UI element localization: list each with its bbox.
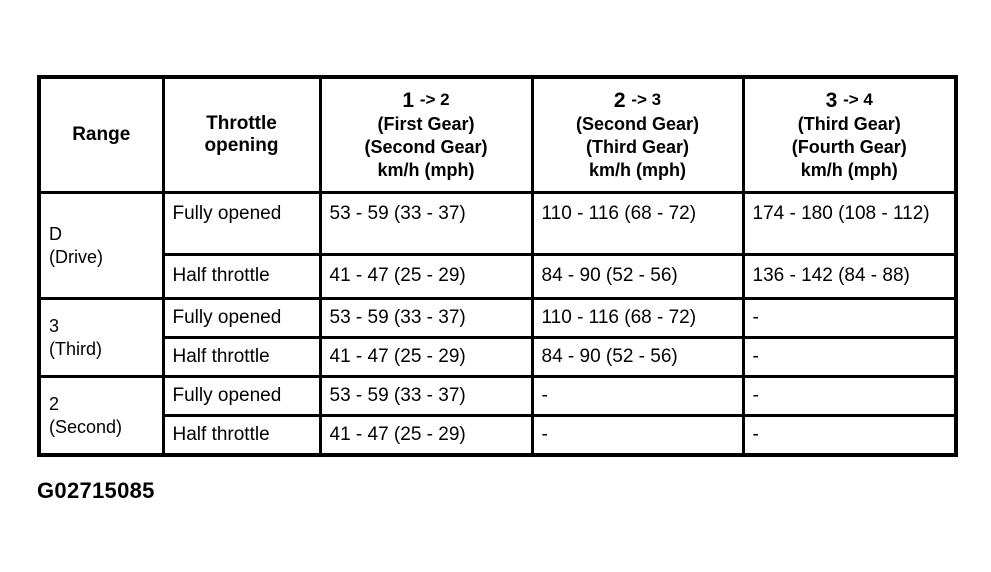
table-row [39, 193, 956, 255]
shift-2-3-cell: 110 - 116 (68 - 72) [532, 299, 743, 338]
shift-3-4-cell: 136 - 142 (84 - 88) [743, 255, 956, 299]
throttle-cell: Half throttle [163, 416, 320, 456]
table-row [39, 377, 956, 416]
header-gear-to: (Third Gear) [585, 137, 689, 157]
range-code: D [49, 223, 62, 244]
shift-3-4-cell: - [743, 338, 956, 377]
range-name: (Second) [49, 416, 123, 437]
header-gear-to: (Second Gear) [364, 137, 488, 157]
shift-from: 2 [613, 89, 626, 112]
range-cell-drive [39, 193, 163, 299]
shift-3-4-cell: 174 - 180 (108 - 112) [743, 193, 956, 255]
header-range: Range [39, 77, 163, 193]
shift-2-3-cell: - [532, 416, 743, 456]
throttle-cell: Fully opened [163, 377, 320, 416]
header-shift-2-3 [532, 77, 743, 193]
header-throttle-line1: Throttle [206, 113, 277, 134]
header-shift-label [745, 88, 955, 113]
shift-arrow: -> 3 [631, 90, 662, 109]
header-shift-label [534, 88, 742, 113]
shift-from: 1 [402, 89, 415, 112]
table-row [39, 299, 956, 338]
table-row [39, 338, 956, 377]
shift-3-4-cell: - [743, 299, 956, 338]
header-shift-label [322, 88, 531, 113]
header-gear-to: (Fourth Gear) [791, 137, 907, 157]
range-code: 2 [49, 393, 60, 414]
throttle-cell: Fully opened [163, 299, 320, 338]
header-throttle-opening [163, 77, 320, 193]
table-row [39, 255, 956, 299]
range-cell-third [39, 299, 163, 377]
shift-from: 3 [825, 89, 838, 112]
shift-1-2-cell: 41 - 47 (25 - 29) [320, 416, 532, 456]
shift-1-2-cell: 41 - 47 (25 - 29) [320, 338, 532, 377]
shift-speed-table [37, 75, 958, 457]
header-unit: km/h (mph) [377, 160, 475, 180]
shift-3-4-cell: - [743, 416, 956, 456]
shift-2-3-cell: 110 - 116 (68 - 72) [532, 193, 743, 255]
shift-1-2-cell: 53 - 59 (33 - 37) [320, 377, 532, 416]
header-unit: km/h (mph) [589, 160, 686, 180]
shift-3-4-cell: - [743, 377, 956, 416]
shift-arrow: -> 2 [419, 90, 450, 109]
throttle-cell: Fully opened [163, 193, 320, 255]
shift-1-2-cell: 53 - 59 (33 - 37) [320, 299, 532, 338]
header-shift-1-2 [320, 77, 532, 193]
shift-1-2-cell: 53 - 59 (33 - 37) [320, 193, 532, 255]
range-cell-second [39, 377, 163, 456]
header-gear-from: (First Gear) [377, 114, 475, 134]
header-gear-from: (Second Gear) [575, 114, 700, 134]
table-row [39, 416, 956, 456]
shift-arrow: -> 4 [843, 90, 873, 109]
range-code: 3 [49, 315, 60, 336]
header-throttle-line2: opening [204, 135, 279, 156]
shift-2-3-cell: - [532, 377, 743, 416]
range-name: (Drive) [49, 246, 103, 267]
header-shift-3-4 [743, 77, 956, 193]
shift-2-3-cell: 84 - 90 (52 - 56) [532, 255, 743, 299]
header-row [39, 77, 956, 193]
shift-1-2-cell: 41 - 47 (25 - 29) [320, 255, 532, 299]
header-unit: km/h (mph) [800, 160, 898, 180]
header-gear-from: (Third Gear) [797, 114, 901, 134]
throttle-cell: Half throttle [163, 255, 320, 299]
throttle-cell: Half throttle [163, 338, 320, 377]
figure-id: G02715085 [37, 478, 155, 503]
range-name: (Third) [49, 338, 102, 359]
shift-2-3-cell: 84 - 90 (52 - 56) [532, 338, 743, 377]
